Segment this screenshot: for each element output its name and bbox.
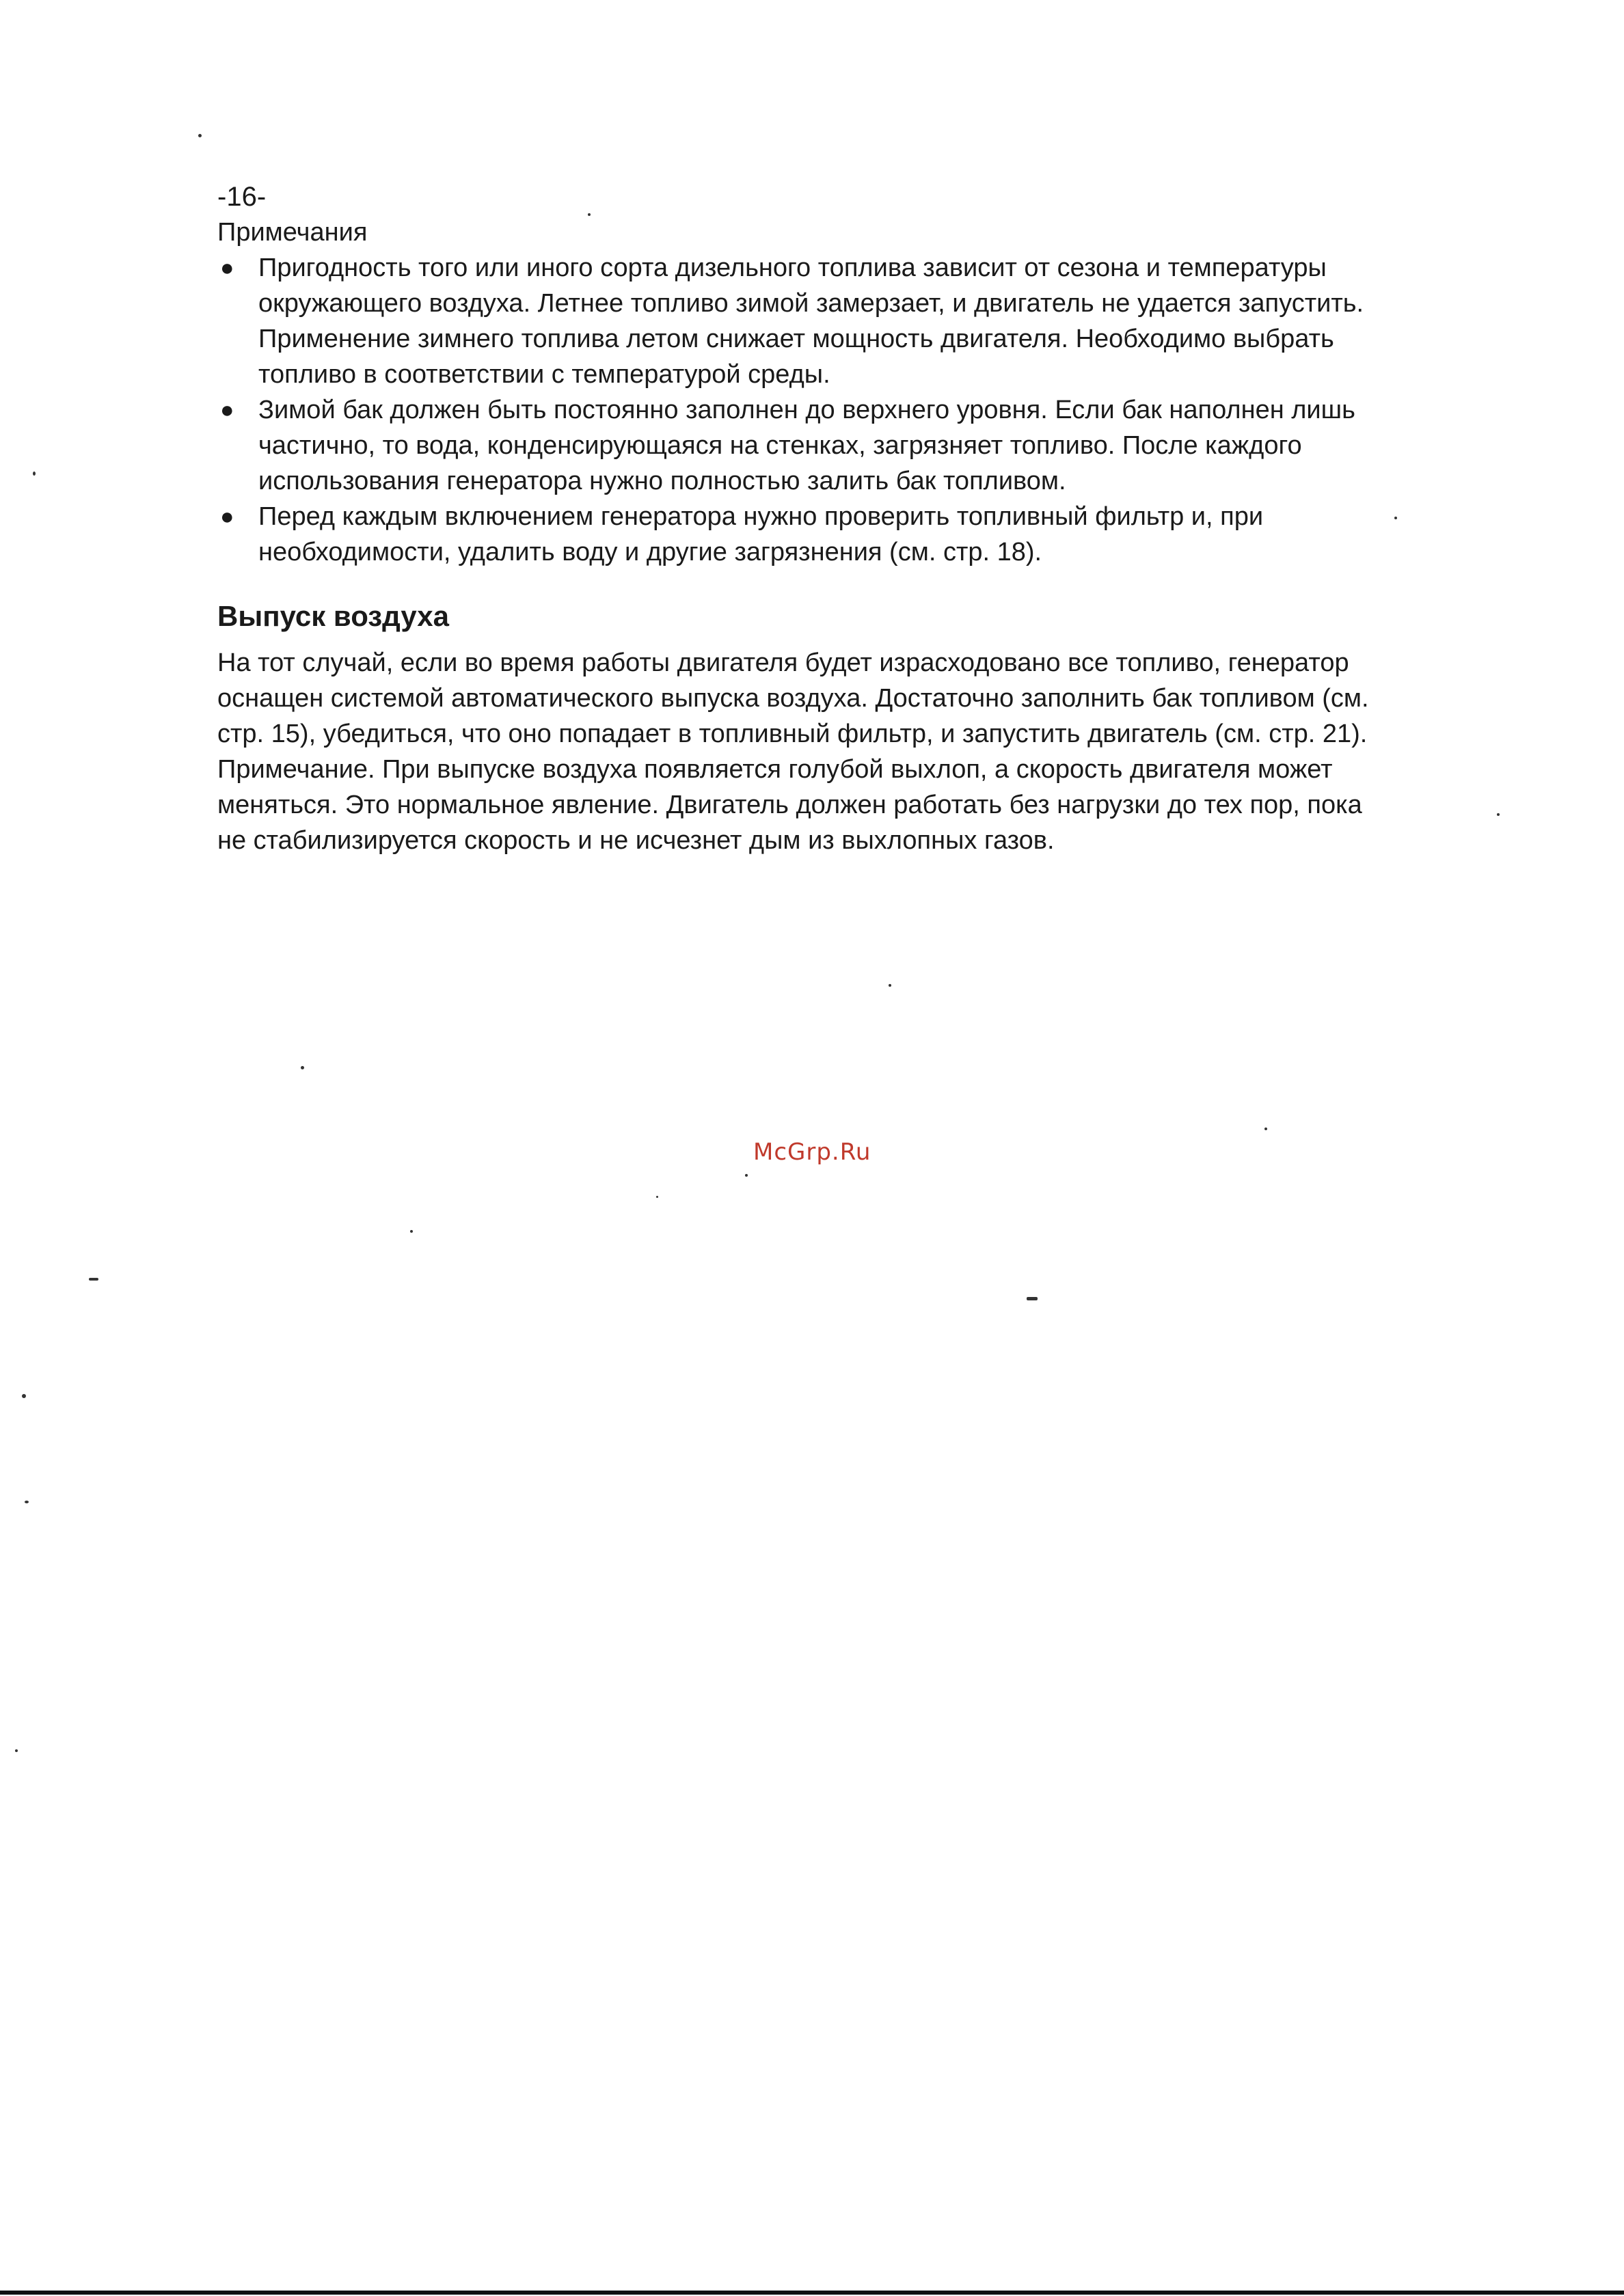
scan-edge-line	[0, 2291, 1624, 2295]
scan-speck	[1027, 1297, 1038, 1300]
list-item-text: Пригодность того или иного сорта дизельного топлива зависит от сезона и температуры окружающего воздуха. Летнее топливо зимой замерзает, и двигатель не удается запустить. Применение зимнего топлива летом снижает мощность двигателя. Необходимо выбрать топливо в соответствии с температурой среды.	[258, 254, 1364, 389]
bullet-icon: ●	[220, 504, 234, 530]
list-item	[217, 392, 1393, 499]
section-title: Выпуск воздуха	[217, 600, 449, 632]
scan-speck	[301, 1066, 304, 1069]
scan-speck	[1264, 1128, 1267, 1130]
watermark: McGrp.Ru	[753, 1138, 871, 1166]
scan-speck	[410, 1230, 413, 1233]
notes-heading: Примечания	[217, 218, 368, 247]
section-body	[217, 645, 1393, 858]
scan-speck	[25, 1501, 29, 1503]
scan-speck	[588, 213, 591, 216]
list-item-text: Зимой бак должен быть постоянно заполнен до верхнего уровня. Если бак наполнен лишь частично, то вода, конденсирующаяся на стенках, загрязняет топливо. После каждого использования генератора нужно полностью залить бак топливом.	[258, 396, 1355, 495]
bullet-icon: ●	[220, 255, 234, 281]
scan-speck	[745, 1174, 748, 1177]
list-item-text: Перед каждым включением генератора нужно проверить топливный фильтр и, при необходимости, удалить воду и другие загрязнения (см. стр. 18).	[258, 502, 1264, 566]
list-item	[217, 250, 1393, 392]
page-content	[217, 179, 1393, 858]
scan-speck	[1497, 813, 1500, 816]
list-item	[217, 499, 1393, 570]
section-note: Примечание. При выпуске воздуха появляется голубой выхлоп, а скорость двигателя может меняться. Это нормальное явление. Двигатель должен работать без нагрузки до тех пор, пока не стабилизируется скорость и не исчезнет дым из выхлопных газов.	[217, 755, 1362, 855]
scan-speck	[33, 472, 36, 476]
scan-speck	[22, 1394, 26, 1398]
section-paragraph: На тот случай, если во время работы двигателя будет израсходовано все топливо, генератор оснащен системой автоматического выпуска воздуха. Достаточно заполнить бак топливом (см. стр. 15), убедиться, что оно попадает в топливный фильтр, и запустить двигатель (см. стр. 21).	[217, 648, 1369, 748]
page-number: -16-	[217, 182, 267, 212]
bullet-icon: ●	[220, 397, 234, 423]
scan-speck	[889, 984, 891, 987]
notes-list	[217, 250, 1393, 570]
scan-speck	[1394, 517, 1397, 519]
scan-speck	[656, 1196, 658, 1198]
scan-speck	[198, 134, 202, 137]
scan-speck	[15, 1749, 18, 1752]
scan-speck	[89, 1278, 98, 1281]
